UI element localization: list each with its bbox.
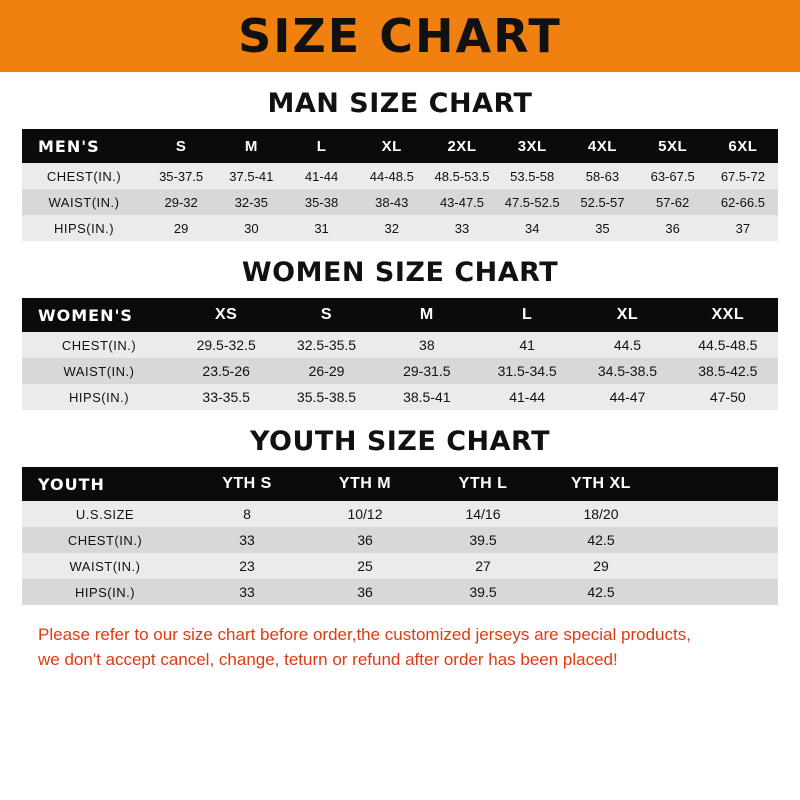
men-col-5: 3XL — [497, 129, 567, 163]
youth-r3c3: 42.5 — [542, 579, 660, 605]
men-r2c1: 30 — [216, 215, 286, 241]
men-r2c2: 31 — [286, 215, 356, 241]
youth-table-head — [22, 467, 778, 501]
youth-r2c2: 27 — [424, 553, 542, 579]
table-header-row — [22, 467, 778, 501]
table-row — [22, 579, 778, 605]
women-row-1-label: WAIST(IN.) — [22, 358, 176, 384]
men-r1c2: 35-38 — [286, 189, 356, 215]
table-row — [22, 384, 778, 410]
table-header-row — [22, 129, 778, 163]
women-r0c4: 44.5 — [577, 332, 677, 358]
youth-r3c4 — [660, 579, 778, 605]
youth-row-1-label: CHEST(IN.) — [22, 527, 188, 553]
youth-r3c1: 36 — [306, 579, 424, 605]
men-r2c0: 29 — [146, 215, 216, 241]
men-col-6: 4XL — [567, 129, 637, 163]
section-title-youth: YOUTH SIZE CHART — [249, 426, 551, 457]
women-r0c2: 38 — [377, 332, 477, 358]
notice-line-2: we don't accept cancel, change, teturn or refund after order has been placed! — [38, 649, 618, 669]
youth-row-2-label: WAIST(IN.) — [22, 553, 188, 579]
men-row-0-label: CHEST(IN.) — [22, 163, 146, 189]
men-r1c3: 38-43 — [357, 189, 427, 215]
men-r0c6: 58-63 — [567, 163, 637, 189]
men-table-head — [22, 129, 778, 163]
table-row — [22, 553, 778, 579]
women-r1c4: 34.5-38.5 — [577, 358, 677, 384]
men-col-3: XL — [357, 129, 427, 163]
women-col-2: M — [377, 298, 477, 332]
youth-r0c3: 18/20 — [542, 501, 660, 527]
section-title-man: MAN SIZE CHART — [267, 88, 533, 119]
youth-table-body — [22, 501, 778, 605]
men-table-body — [22, 163, 778, 241]
men-r2c4: 33 — [427, 215, 497, 241]
men-size-table — [22, 129, 778, 241]
women-r2c5: 47-50 — [678, 384, 778, 410]
men-r0c7: 63-67.5 — [638, 163, 708, 189]
youth-r3c0: 33 — [188, 579, 306, 605]
women-r0c5: 44.5-48.5 — [678, 332, 778, 358]
table-row — [22, 189, 778, 215]
youth-r2c4 — [660, 553, 778, 579]
women-col-0: XS — [176, 298, 276, 332]
men-r1c4: 43-47.5 — [427, 189, 497, 215]
youth-col-4 — [660, 467, 778, 501]
table-row — [22, 215, 778, 241]
banner — [0, 0, 800, 72]
table-row — [22, 358, 778, 384]
men-r0c5: 53.5-58 — [497, 163, 567, 189]
men-col-0: S — [146, 129, 216, 163]
women-col-5: XXL — [678, 298, 778, 332]
men-r1c0: 29-32 — [146, 189, 216, 215]
youth-row-3-label: HIPS(IN.) — [22, 579, 188, 605]
women-r0c3: 41 — [477, 332, 577, 358]
youth-col-1: YTH M — [306, 467, 424, 501]
table-row — [22, 501, 778, 527]
men-r2c7: 36 — [638, 215, 708, 241]
men-r1c8: 62-66.5 — [708, 189, 778, 215]
women-r1c5: 38.5-42.5 — [678, 358, 778, 384]
men-r0c1: 37.5-41 — [216, 163, 286, 189]
women-r2c3: 41-44 — [477, 384, 577, 410]
women-r2c0: 33-35.5 — [176, 384, 276, 410]
women-col-4: XL — [577, 298, 677, 332]
women-r2c4: 44-47 — [577, 384, 677, 410]
table-row — [22, 332, 778, 358]
youth-r2c1: 25 — [306, 553, 424, 579]
men-col-7: 5XL — [638, 129, 708, 163]
youth-col-3: YTH XL — [542, 467, 660, 501]
women-r2c1: 35.5-38.5 — [276, 384, 376, 410]
women-r1c3: 31.5-34.5 — [477, 358, 577, 384]
women-row-0-label: CHEST(IN.) — [22, 332, 176, 358]
content — [0, 88, 800, 672]
men-row-2-label: HIPS(IN.) — [22, 215, 146, 241]
men-r0c8: 67.5-72 — [708, 163, 778, 189]
table-row — [22, 527, 778, 553]
men-r2c3: 32 — [357, 215, 427, 241]
men-col-1: M — [216, 129, 286, 163]
youth-r1c4 — [660, 527, 778, 553]
youth-row-0-label: U.S.SIZE — [22, 501, 188, 527]
men-col-2: L — [286, 129, 356, 163]
men-r0c3: 44-48.5 — [357, 163, 427, 189]
men-r1c1: 32-35 — [216, 189, 286, 215]
men-r1c7: 57-62 — [638, 189, 708, 215]
women-col-3: L — [477, 298, 577, 332]
women-size-table — [22, 298, 778, 410]
women-row-2-label: HIPS(IN.) — [22, 384, 176, 410]
men-r0c2: 41-44 — [286, 163, 356, 189]
youth-header-label: YOUTH — [22, 467, 188, 501]
youth-r1c0: 33 — [188, 527, 306, 553]
order-notice — [22, 623, 778, 672]
women-table-head — [22, 298, 778, 332]
women-r1c0: 23.5-26 — [176, 358, 276, 384]
men-r0c4: 48.5-53.5 — [427, 163, 497, 189]
youth-r1c3: 42.5 — [542, 527, 660, 553]
page-title: SIZE CHART — [238, 9, 562, 63]
women-r1c1: 26-29 — [276, 358, 376, 384]
women-r0c1: 32.5-35.5 — [276, 332, 376, 358]
women-col-1: S — [276, 298, 376, 332]
table-header-row — [22, 298, 778, 332]
youth-r2c3: 29 — [542, 553, 660, 579]
youth-r0c4 — [660, 501, 778, 527]
women-table-body — [22, 332, 778, 410]
men-r1c6: 52.5-57 — [567, 189, 637, 215]
youth-r3c2: 39.5 — [424, 579, 542, 605]
men-row-1-label: WAIST(IN.) — [22, 189, 146, 215]
men-header-label: MEN'S — [22, 129, 146, 163]
men-r2c5: 34 — [497, 215, 567, 241]
youth-size-table — [22, 467, 778, 605]
table-row — [22, 163, 778, 189]
youth-r2c0: 23 — [188, 553, 306, 579]
men-col-8: 6XL — [708, 129, 778, 163]
men-r1c5: 47.5-52.5 — [497, 189, 567, 215]
men-r2c6: 35 — [567, 215, 637, 241]
men-col-4: 2XL — [427, 129, 497, 163]
youth-r0c2: 14/16 — [424, 501, 542, 527]
women-r0c0: 29.5-32.5 — [176, 332, 276, 358]
youth-col-2: YTH L — [424, 467, 542, 501]
women-r1c2: 29-31.5 — [377, 358, 477, 384]
notice-line-1: Please refer to our size chart before order,the customized jerseys are special products, — [38, 625, 691, 644]
youth-r0c1: 10/12 — [306, 501, 424, 527]
youth-col-0: YTH S — [188, 467, 306, 501]
men-r2c8: 37 — [708, 215, 778, 241]
men-r0c0: 35-37.5 — [146, 163, 216, 189]
youth-r1c2: 39.5 — [424, 527, 542, 553]
women-header-label: WOMEN'S — [22, 298, 176, 332]
youth-r0c0: 8 — [188, 501, 306, 527]
youth-r1c1: 36 — [306, 527, 424, 553]
women-r2c2: 38.5-41 — [377, 384, 477, 410]
section-title-women: WOMEN SIZE CHART — [241, 257, 559, 288]
